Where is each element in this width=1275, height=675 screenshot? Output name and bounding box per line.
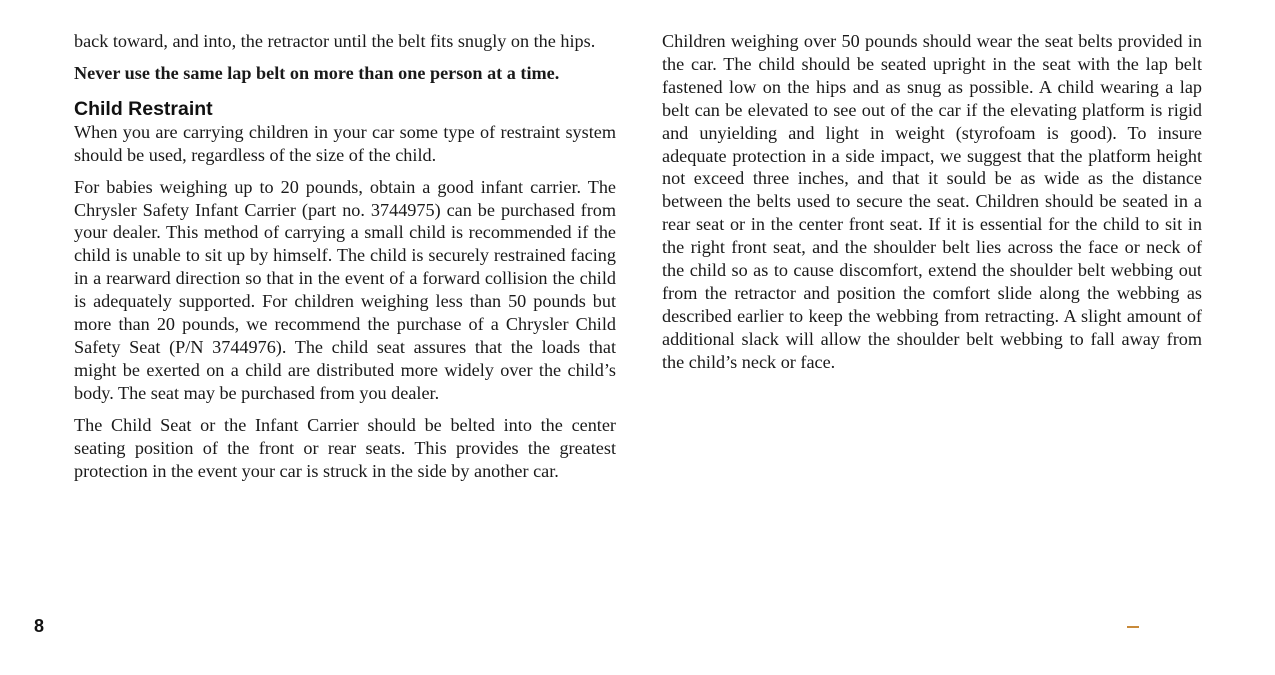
child-restraint-paragraph-1: When you are carrying children in your car some type of restraint system should be used, regardless of the size of the child. <box>74 121 616 165</box>
section-heading-child-restraint: Child Restraint <box>74 97 213 120</box>
right-column <box>662 30 1202 383</box>
intro-paragraph: back toward, and into, the retractor until the belt fits snugly on the hips. <box>74 31 596 51</box>
page-number: 8 <box>34 616 45 636</box>
older-children-paragraph: Children weighing over 50 pounds should wear the seat belts provided in the car. The child should be seated upright in the seat with the lap belt fastened low on the hips and as snug as possible. A child wearing a lap belt can be elevated to see out of the car if the elevating platform is rigid and unyielding and light in weight (styrofoam is good). To insure adequate protection in a side impact, we suggest that the platform height not exceed three inches, and that it sould be as wide as the distance between the belts used to secure the seat. Children should be seated in a rear seat or in the center front seat. If it is essential for the child to sit in the right front seat, and the shoulder belt lies across the face or neck of the child so as to cause discomfort, extend the shoulder belt webbing out from the retractor and position the comfort slide along the webbing as described earlier to keep the webbing from retracting. A slight amount of additional slack will allow the shoulder belt webbing to fall away from the child’s neck or face. <box>662 31 1202 372</box>
child-restraint-paragraph-3: The Child Seat or the Infant Carrier should be belted into the center seating position of the front or rear seats. This provides the greatest protection in the event your car is struck in the side by another car. <box>74 414 616 481</box>
lap-belt-warning: Never use the same lap belt on more than one person at a time. <box>74 62 560 83</box>
corner-mark <box>1127 626 1139 628</box>
left-column <box>74 30 616 491</box>
child-restraint-paragraph-2: For babies weighing up to 20 pounds, obtain a good infant carrier. The Chrysler Safety Infant Carrier (part no. 3744975) can be purchased from your dealer. This method of carrying a small child is recommended if the child is unable to sit up by himself. The child is securely restrained facing in a rearward direction so that in the event of a forward collision the child is adequately supported. For children weighing less than 50 pounds but more than 20 pounds, we recommend the purchase of a Chrysler Child Safety Seat (P/N 3744976). The child seat assures that the loads that might be exerted on a child are distributed more widely over the child’s body. The seat may be purchased from you dealer. <box>74 176 616 403</box>
